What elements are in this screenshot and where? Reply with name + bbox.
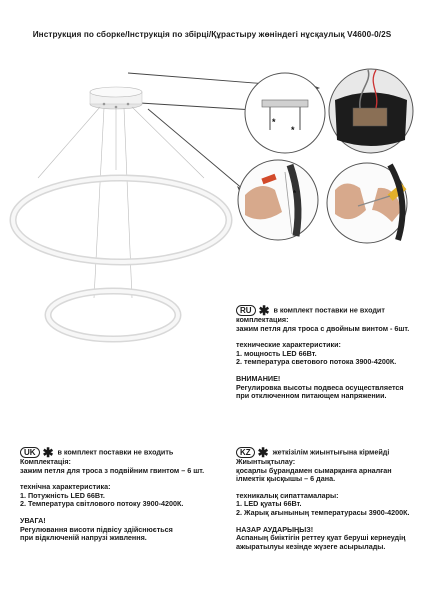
ru-kit-item: зажим петля для троса с двойным винтом - 6шт. [236,323,410,333]
language-badge-ru: RU [236,305,256,316]
ru-warning-label: ВНИМАНИЕ! [236,373,281,383]
kz-kit-item-2: ілмектік қысқышы – 6 дана. [236,474,336,484]
kz-not-included: жеткізілім жиынтығына кірмейді [272,447,390,457]
kz-spec-1: 1. LED қуаты 66Вт. [236,499,302,509]
language-badge-kz: KZ [236,447,255,458]
asterisk-icon: ✱ [258,302,270,318]
svg-text:*: * [293,189,297,198]
asterisk-icon: * [272,117,276,127]
ru-spec-2: 2. температура светового потока 3900-4200К. [236,357,397,367]
ru-warning-line-2: при отключенном питающем напряжении. [236,391,387,401]
kz-warning-label: НАЗАР АУДАРЫҢЫЗ! [236,524,314,534]
uk-spec-1: 1. Потужність LED 66Вт. [20,490,105,500]
ceiling-canopy [90,87,142,109]
asterisk-icon: ✱ [42,444,54,460]
lower-light-ring [48,291,178,339]
uk-kit-item: зажим петля для троса з подвійним гвинтом – 6 шт. [20,465,205,475]
ru-not-included: в комплект поставки не входит [273,305,385,315]
kz-spec-label: техникалық сипаттамалары: [236,490,339,500]
wiring-detail [329,69,413,153]
uk-warning-label: УВАГА! [20,515,46,525]
ru-spec-label: технические характеристики: [236,340,341,350]
asterisk-icon: ✱ [257,444,269,460]
uk-spec-2: 2. Температура світлового потоку 3900-4200К. [20,499,184,509]
asterisk-icon: * [291,125,295,135]
uk-warning-line-2: при відключеній напрузі живлення. [20,533,147,543]
uk-not-included: в комплект поставки не входить [57,447,174,457]
uk-warning-line-1: Регулювання висоти підвісу здійснюється [20,524,173,534]
upper-light-ring [13,178,229,262]
screwdriver-detail [327,163,407,243]
cable-adjust-detail [238,160,318,240]
ru-warning-line-1: Регулировка высоты подвеса осуществляется [236,382,404,392]
uk-spec-label: технічна характеристика: [20,482,111,492]
uk-kit-label: Комплектація: [20,457,71,466]
kz-warning-line-1: Аспаның биіктігін реттеу қуат беруші кернеудің [236,533,406,543]
language-badge-uk: UK [20,447,40,458]
ru-spec-1: 1. мощность LED 66Вт. [236,348,317,358]
bracket-detail [245,73,325,153]
kz-warning-line-2: ажыратылуы кезінде жүзеге асырылады. [236,541,386,551]
ru-kit-label: комплектация: [236,315,289,324]
kz-section [236,444,410,551]
kz-kit-item-1: қосарлы бұрандамен сымарқанға арналған [236,465,392,475]
kz-spec-2: 2. Жарық ағынының температурасы 3900-4200К. [236,507,410,517]
uk-section [20,444,205,543]
kz-kit-label: Жиынтықтылау: [236,457,296,466]
ru-section [236,302,410,401]
page-title: Инструкция по сборке/Інструкція по збірці/Құрастыру жөніндегі нұсқаулық V4600-0/2S [32,30,392,39]
